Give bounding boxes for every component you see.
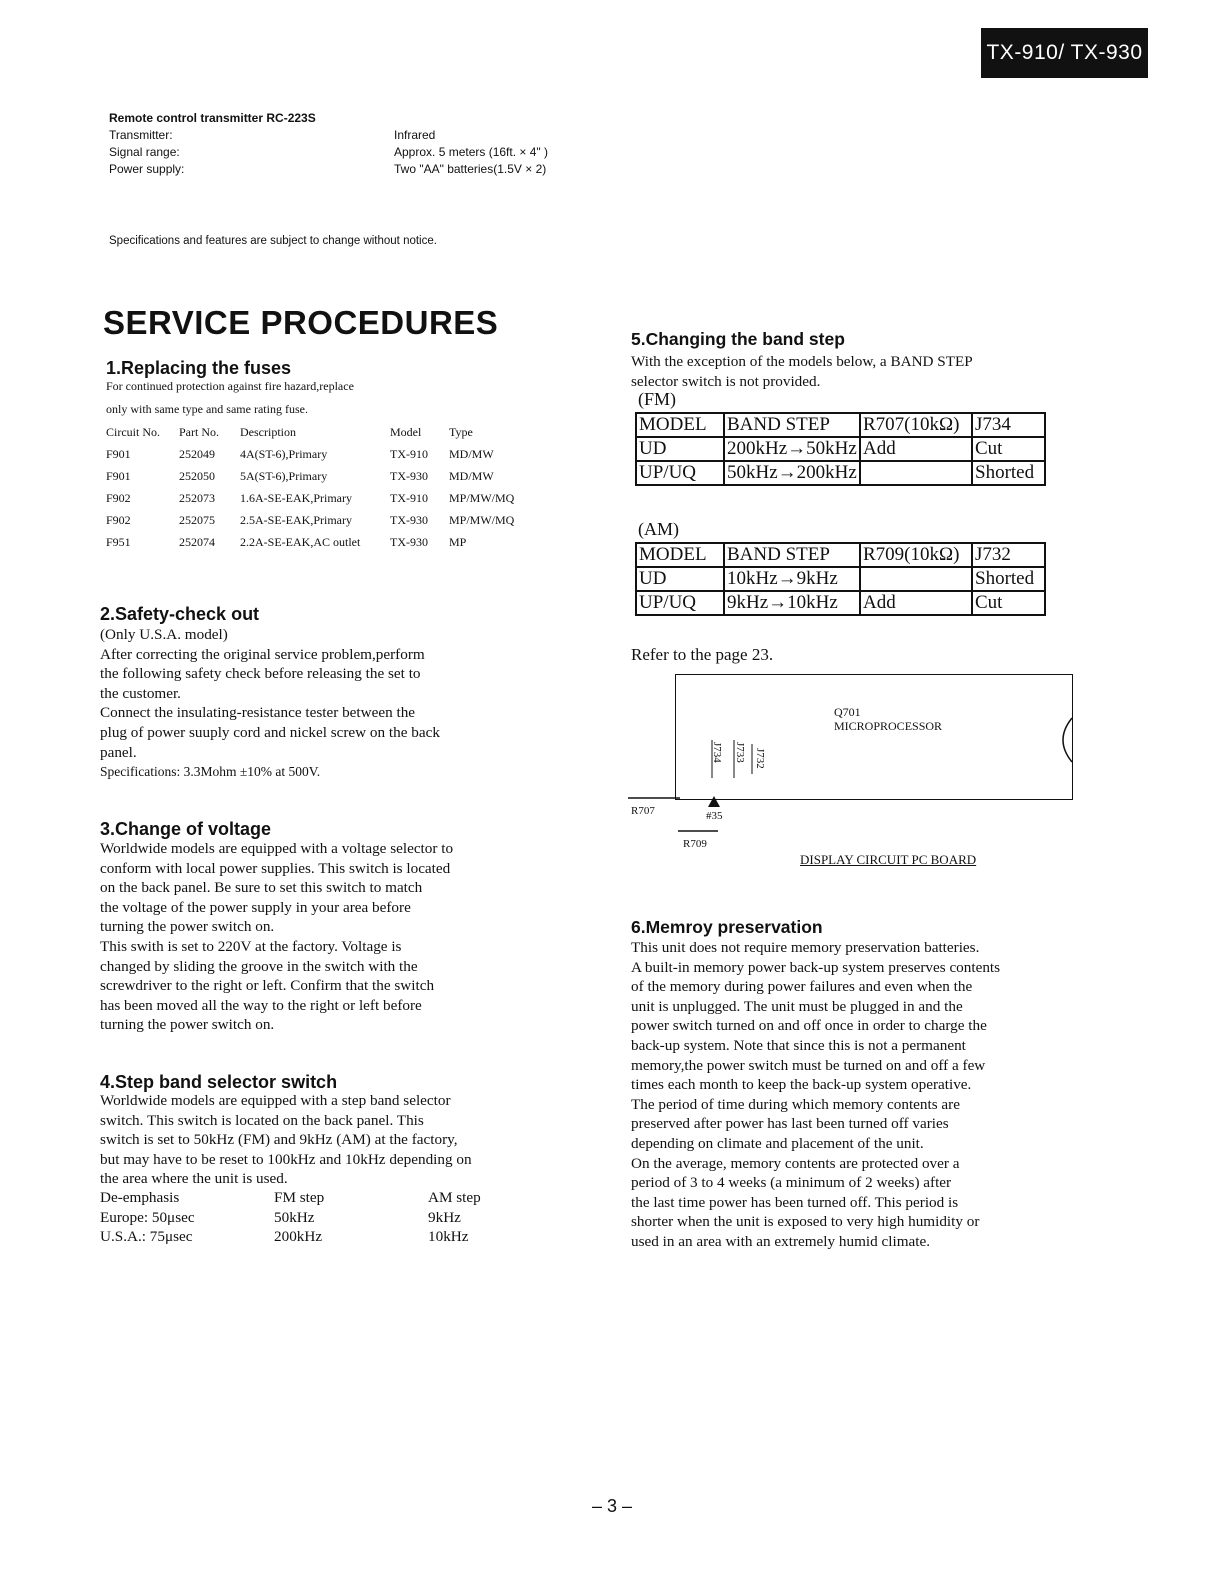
table-row: [636, 591, 1045, 615]
fuse-cell: MP/MW/MQ: [449, 512, 515, 527]
fuse-header-cell: Description: [240, 424, 296, 439]
sec3-line: on the back panel. Be sure to set this switch to match: [100, 879, 423, 897]
j733-label: J733: [734, 742, 746, 763]
table-row: [106, 531, 514, 553]
sec2-line: plug of power suuply cord and nickel screw on the back: [100, 723, 440, 741]
sec6-body: [631, 938, 1111, 1252]
deemphasis-cell: 10kHz: [428, 1228, 469, 1246]
r709-lead: [678, 829, 718, 833]
sec3-line: turning the power switch on.: [100, 1016, 275, 1034]
remote-label-1: Signal range:: [109, 145, 180, 159]
am-cell: Add: [860, 591, 972, 615]
fuse-cell: MD/MW: [449, 446, 494, 461]
spec-notice: Specifications and features are subject to change without notice.: [109, 235, 437, 247]
j734-label: J734: [711, 742, 723, 763]
remote-label-2: Power supply:: [109, 162, 185, 176]
jumper-lines: [704, 740, 764, 782]
fuse-cell: 2.5A-SE-EAK,Primary: [240, 512, 352, 527]
sec1-note-2: only with same type and same rating fuse.: [106, 402, 308, 416]
deemphasis-cell: De-emphasis: [100, 1189, 180, 1206]
r709-label: R709: [683, 838, 707, 850]
fuse-header-cell: Type: [449, 424, 473, 439]
sec6-title: 6.Memroy preservation: [631, 917, 823, 937]
sec3-line: screwdriver to the right or left. Confirm that the switch: [100, 977, 435, 995]
fm-cell: UP/UQ: [636, 461, 724, 485]
sec2-line: the customer.: [100, 684, 181, 702]
sec6-line: A built-in memory power back-up system preserves contents: [631, 958, 1001, 976]
sec6-line: back-up system. Note that since this is not a permanent: [631, 1036, 966, 1054]
sec6-line: times each month to keep the back-up system operative.: [631, 1076, 972, 1094]
sec1-note-1: For continued protection against fire hazard,replace: [106, 379, 354, 393]
sec4-line: switch. This switch is located on the back panel. This: [100, 1111, 424, 1129]
refer-note: Refer to the page 23.: [631, 645, 774, 664]
fuse-cell: F902: [106, 490, 131, 505]
sec3-line: Worldwide models are equipped with a voltage selector to: [100, 840, 454, 857]
fm-cell: BAND STEP: [724, 413, 860, 437]
sec2-line: (Only U.S.A. model): [100, 626, 228, 643]
chip-name: MICROPROCESSOR: [834, 719, 943, 733]
table-row: [106, 465, 514, 487]
fuse-cell: 1.6A-SE-EAK,Primary: [240, 490, 352, 505]
sec6-line: This unit does not require memory preservation batteries.: [631, 939, 980, 956]
sec6-line: memory,the power switch must be turned on and off a few: [631, 1056, 986, 1074]
sec2-line: Specifications: 3.3Mohm ±10% at 500V.: [100, 764, 321, 780]
sec3-line: has been moved all the way to the right or left before: [100, 996, 422, 1014]
fm-cell: Shorted: [972, 461, 1045, 485]
sec4-body: [100, 1091, 580, 1189]
fuse-cell: TX-930: [390, 468, 428, 483]
sec3-body: [100, 839, 570, 1035]
sec2-line: the following safety check before releasing the set to: [100, 665, 421, 683]
fm-cell: R707(10kΩ): [860, 413, 972, 437]
fm-cell: 200kHz→50kHz: [724, 437, 860, 461]
sec6-line: the last time power has been turned off. This period is: [631, 1193, 959, 1211]
am-cell: MODEL: [636, 543, 724, 567]
sec6-line: unit is unplugged. The unit must be plugged in and the: [631, 997, 963, 1015]
sec2-line: Connect the insulating-resistance tester between the: [100, 704, 416, 722]
am-cell: 10kHz→9kHz: [724, 567, 860, 591]
sec4-line: Worldwide models are equipped with a step band selector: [100, 1092, 451, 1109]
fm-cell: Cut: [972, 437, 1045, 461]
sec4-line: but may have to be reset to 100kHz and 10kHz depending on: [100, 1150, 472, 1168]
sec3-title: 3.Change of voltage: [100, 819, 272, 839]
fm-cell: MODEL: [636, 413, 724, 437]
page-title: SERVICE PROCEDURES: [103, 304, 499, 341]
sec6-line: period of 3 to 4 weeks (a minimum of 2 weeks) after: [631, 1174, 952, 1192]
sec5-line: With the exception of the models below, a BAND STEP: [631, 353, 973, 370]
deemphasis-table: [100, 1188, 481, 1247]
am-cell: UP/UQ: [636, 591, 724, 615]
am-band-table: [635, 542, 1046, 616]
pin-label: #35: [706, 810, 723, 822]
fuse-cell: 252074: [179, 534, 215, 549]
sec4-title: 4.Step band selector switch: [100, 1072, 338, 1092]
table-row: [100, 1188, 481, 1208]
fuse-cell: 2.2A-SE-EAK,AC outlet: [240, 534, 361, 549]
table-row: [636, 413, 1045, 437]
am-cell: R709(10kΩ): [860, 543, 972, 567]
sec5-line: selector switch is not provided.: [631, 372, 821, 390]
fm-cell: J734: [972, 413, 1045, 437]
fm-label: (FM): [638, 389, 677, 409]
fuse-cell: 252049: [179, 446, 215, 461]
fuse-cell: MP: [449, 534, 467, 549]
sec6-line: shorter when the unit is exposed to very high humidity or: [631, 1213, 980, 1231]
sec1-title: 1.Replacing the fuses: [106, 358, 292, 378]
sec6-line: of the memory during power failures and even when the: [631, 978, 973, 996]
fuse-cell: 5A(ST-6),Primary: [240, 468, 328, 483]
fuse-cell: MP/MW/MQ: [449, 490, 515, 505]
fuse-header-cell: Part No.: [179, 424, 219, 439]
fuse-cell: TX-930: [390, 534, 428, 549]
fuse-cell: F901: [106, 446, 131, 461]
sec6-line: used in an area with an extremely humid climate.: [631, 1232, 931, 1250]
fuse-cell: F951: [106, 534, 131, 549]
table-row: [100, 1227, 481, 1247]
fuse-cell: 252050: [179, 468, 215, 483]
sec3-line: turning the power switch on.: [100, 918, 275, 936]
am-cell: J732: [972, 543, 1045, 567]
fm-cell: UD: [636, 437, 724, 461]
am-cell: 9kHz→10kHz: [724, 591, 860, 615]
am-cell: UD: [636, 567, 724, 591]
sec6-line: On the average, memory contents are protected over a: [631, 1154, 960, 1172]
fuse-cell: 4A(ST-6),Primary: [240, 446, 328, 461]
remote-value-2: Two "AA" batteries(1.5V × 2): [394, 162, 547, 176]
sec3-line: the voltage of the power supply in your area before: [100, 898, 411, 916]
fuse-table: [106, 421, 514, 553]
sec5-body: [631, 352, 1101, 391]
sec6-line: power switch turned on and off once in order to charge the: [631, 1017, 987, 1035]
am-cell: Cut: [972, 591, 1045, 615]
board-label: DISPLAY CIRCUIT PC BOARD: [800, 852, 977, 867]
table-row: [106, 487, 514, 509]
deemphasis-cell: Europe: 50μsec: [100, 1208, 195, 1226]
r707-label: R707: [631, 805, 655, 817]
sec4-line: switch is set to 50kHz (FM) and 9kHz (AM) at the factory,: [100, 1131, 458, 1149]
fuse-table-header: [106, 421, 514, 443]
fuse-cell: TX-910: [390, 446, 428, 461]
am-label: (AM): [638, 519, 679, 539]
sec2-line: panel.: [100, 743, 137, 761]
remote-value-0: Infrared: [394, 128, 436, 142]
table-row: [636, 437, 1045, 461]
fm-cell: 50kHz→200kHz: [724, 461, 860, 485]
deemphasis-cell: U.S.A.: 75μsec: [100, 1228, 193, 1246]
fuse-cell: TX-910: [390, 490, 428, 505]
sec3-line: changed by sliding the groove in the switch with the: [100, 957, 418, 975]
model-tag: TX-910/ TX-930: [981, 28, 1148, 78]
table-row: [636, 543, 1045, 567]
table-row: [636, 567, 1045, 591]
sec5-title: 5.Changing the band step: [631, 329, 845, 349]
page-number: – 3 –: [591, 1496, 633, 1516]
deemphasis-cell: 200kHz: [274, 1228, 323, 1246]
fuse-cell: MD/MW: [449, 468, 494, 483]
sec3-line: conform with local power supplies. This switch is located: [100, 859, 451, 877]
r707-lead: [628, 795, 680, 801]
sec3-line: This swith is set to 220V at the factory. Voltage is: [100, 937, 402, 955]
fuse-header-cell: Model: [390, 424, 422, 439]
table-row: [106, 443, 514, 465]
fm-cell: Add: [860, 437, 972, 461]
deemphasis-cell: FM step: [274, 1189, 325, 1206]
j732-label: J732: [754, 748, 766, 769]
table-row: [106, 509, 514, 531]
sec2-body: [100, 625, 570, 782]
fuse-cell: F902: [106, 512, 131, 527]
am-cell: [860, 567, 972, 591]
table-row: [100, 1208, 481, 1228]
chip-ref: Q701: [834, 705, 861, 719]
fuse-cell: 252073: [179, 490, 215, 505]
sec2-line: After correcting the original service problem,perform: [100, 645, 425, 663]
sec6-line: depending on climate and placement of the unit.: [631, 1134, 924, 1152]
sec2-title: 2.Safety-check out: [100, 604, 260, 624]
sec6-line: The period of time during which memory contents are: [631, 1095, 960, 1113]
pin-arrow-icon: [706, 795, 722, 809]
sec6-line: preserved after power has last been turned off varies: [631, 1115, 949, 1133]
fm-cell: [860, 461, 972, 485]
deemphasis-cell: 9kHz: [428, 1208, 461, 1226]
remote-title: Remote control transmitter RC-223S: [109, 111, 316, 125]
am-cell: Shorted: [972, 567, 1045, 591]
fuse-cell: TX-930: [390, 512, 428, 527]
fuse-header-cell: Circuit No.: [106, 424, 160, 439]
chip-notch-icon: [1040, 714, 1080, 766]
fuse-cell: 252075: [179, 512, 215, 527]
fm-band-table: [635, 412, 1046, 486]
sec4-line: the area where the unit is used.: [100, 1170, 288, 1188]
remote-label-0: Transmitter:: [109, 128, 173, 142]
table-row: [636, 461, 1045, 485]
am-cell: BAND STEP: [724, 543, 860, 567]
remote-value-1: Approx. 5 meters (16ft. × 4" ): [394, 145, 548, 159]
deemphasis-cell: AM step: [428, 1189, 481, 1206]
deemphasis-cell: 50kHz: [274, 1208, 315, 1226]
fuse-cell: F901: [106, 468, 131, 483]
